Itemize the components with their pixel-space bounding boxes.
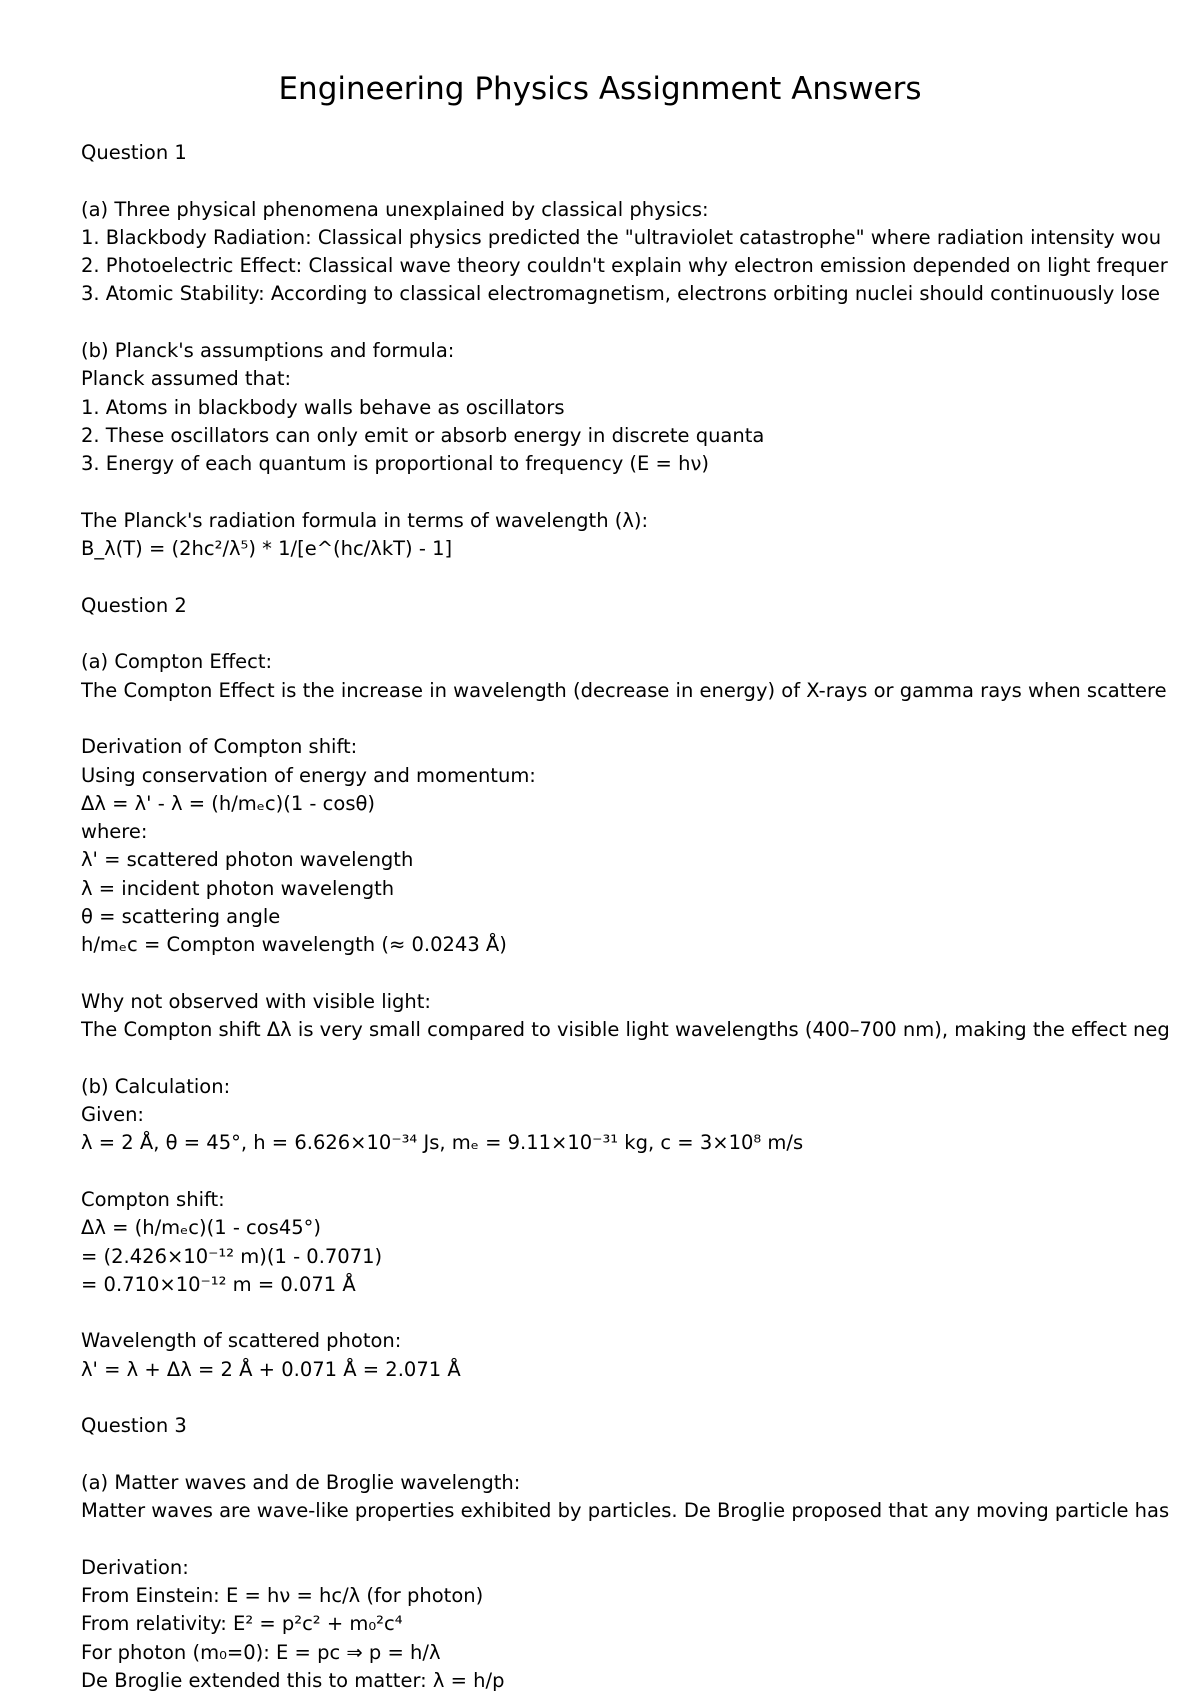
text-line: 1. Blackbody Radiation: Classical physics predicted the "ultraviolet catastrophe" where radiation intensity wou (81, 225, 1162, 249)
text-line: Question 3 (81, 1414, 187, 1438)
text-line: λ' = λ + Δλ = 2 Å + 0.071 Å = 2.071 Å (81, 1357, 461, 1381)
document-body (81, 139, 1200, 1695)
text-line: h/mₑc = Compton wavelength (≈ 0.0243 Å) (81, 933, 507, 957)
document-title: Engineering Physics Assignment Answers (278, 71, 922, 107)
blank-line (81, 1158, 1200, 1186)
blank-line (81, 1441, 1200, 1469)
blank-line (81, 1384, 1200, 1412)
text-line: Using conservation of energy and momentum: (81, 763, 536, 787)
blank-line (81, 479, 1200, 507)
text-line: The Compton shift Δλ is very small compared to visible light wavelengths (400–700 nm), making the effect neg (81, 1018, 1170, 1042)
blank-line (81, 309, 1200, 337)
blank-line (81, 1045, 1200, 1073)
text-line: 3. Atomic Stability: According to classical electromagnetism, electrons orbiting nuclei should continuously lose (81, 282, 1161, 306)
blank-line (81, 1526, 1200, 1554)
text-line: Wavelength of scattered photon: (81, 1329, 402, 1353)
text-line: From relativity: E² = p²c² + m₀²c⁴ (81, 1612, 403, 1636)
text-line: The Compton Effect is the increase in wavelength (decrease in energy) of X-rays or gamma rays when scattere (81, 678, 1167, 702)
blank-line (81, 960, 1200, 988)
blank-line (81, 1299, 1200, 1327)
text-line: (a) Matter waves and de Broglie wavelength: (81, 1470, 521, 1494)
text-line: (b) Planck's assumptions and formula: (81, 339, 455, 363)
text-line: Derivation of Compton shift: (81, 735, 358, 759)
text-line: 1. Atoms in blackbody walls behave as oscillators (81, 395, 565, 419)
text-line: 2. Photoelectric Effect: Classical wave theory couldn't explain why electron emission depended on light frequer (81, 254, 1168, 278)
text-line: Matter waves are wave-like properties exhibited by particles. De Broglie proposed that any moving particle has (81, 1499, 1170, 1523)
text-line: Why not observed with visible light: (81, 989, 431, 1013)
text-line: 3. Energy of each quantum is proportional to frequency (E = hν) (81, 452, 709, 476)
text-line: θ = scattering angle (81, 905, 281, 929)
text-line: The Planck's radiation formula in terms of wavelength (λ): (81, 508, 649, 532)
text-line: 2. These oscillators can only emit or absorb energy in discrete quanta (81, 423, 765, 447)
text-line: = (2.426×10⁻¹² m)(1 - 0.7071) (81, 1244, 383, 1268)
text-line: Question 2 (81, 593, 187, 617)
text-line: (a) Compton Effect: (81, 650, 273, 674)
text-line: B_λ(T) = (2hc²/λ⁵) * 1/[e^(hc/λkT) - 1] (81, 537, 453, 561)
text-line: Derivation: (81, 1555, 189, 1579)
blank-line (81, 563, 1200, 591)
blank-line (81, 620, 1200, 648)
text-line: Δλ = (h/mₑc)(1 - cos45°) (81, 1216, 322, 1240)
text-line: λ = 2 Å, θ = 45°, h = 6.626×10⁻³⁴ Js, mₑ = 9.11×10⁻³¹ kg, c = 3×10⁸ m/s (81, 1131, 804, 1155)
text-line: For photon (m₀=0): E = pc ⇒ p = h/λ (81, 1640, 441, 1664)
text-line: Compton shift: (81, 1187, 225, 1211)
text-line: Question 1 (81, 141, 187, 164)
text-line: λ' = scattered photon wavelength (81, 848, 414, 872)
text-line: (b) Calculation: (81, 1074, 231, 1098)
text-line: De Broglie extended this to matter: λ = h/p (81, 1669, 505, 1693)
blank-line (81, 705, 1200, 733)
blank-line (81, 167, 1200, 195)
text-line: (a) Three physical phenomena unexplained by classical physics: (81, 197, 709, 221)
text-line: λ = incident photon wavelength (81, 876, 395, 900)
text-line: Given: (81, 1103, 144, 1127)
text-line: where: (81, 820, 148, 844)
text-line: From Einstein: E = hν = hc/λ (for photon) (81, 1584, 484, 1608)
text-line: Planck assumed that: (81, 367, 292, 391)
text-line: = 0.710×10⁻¹² m = 0.071 Å (81, 1272, 356, 1296)
text-line: Δλ = λ' - λ = (h/mₑc)(1 - cosθ) (81, 791, 376, 815)
